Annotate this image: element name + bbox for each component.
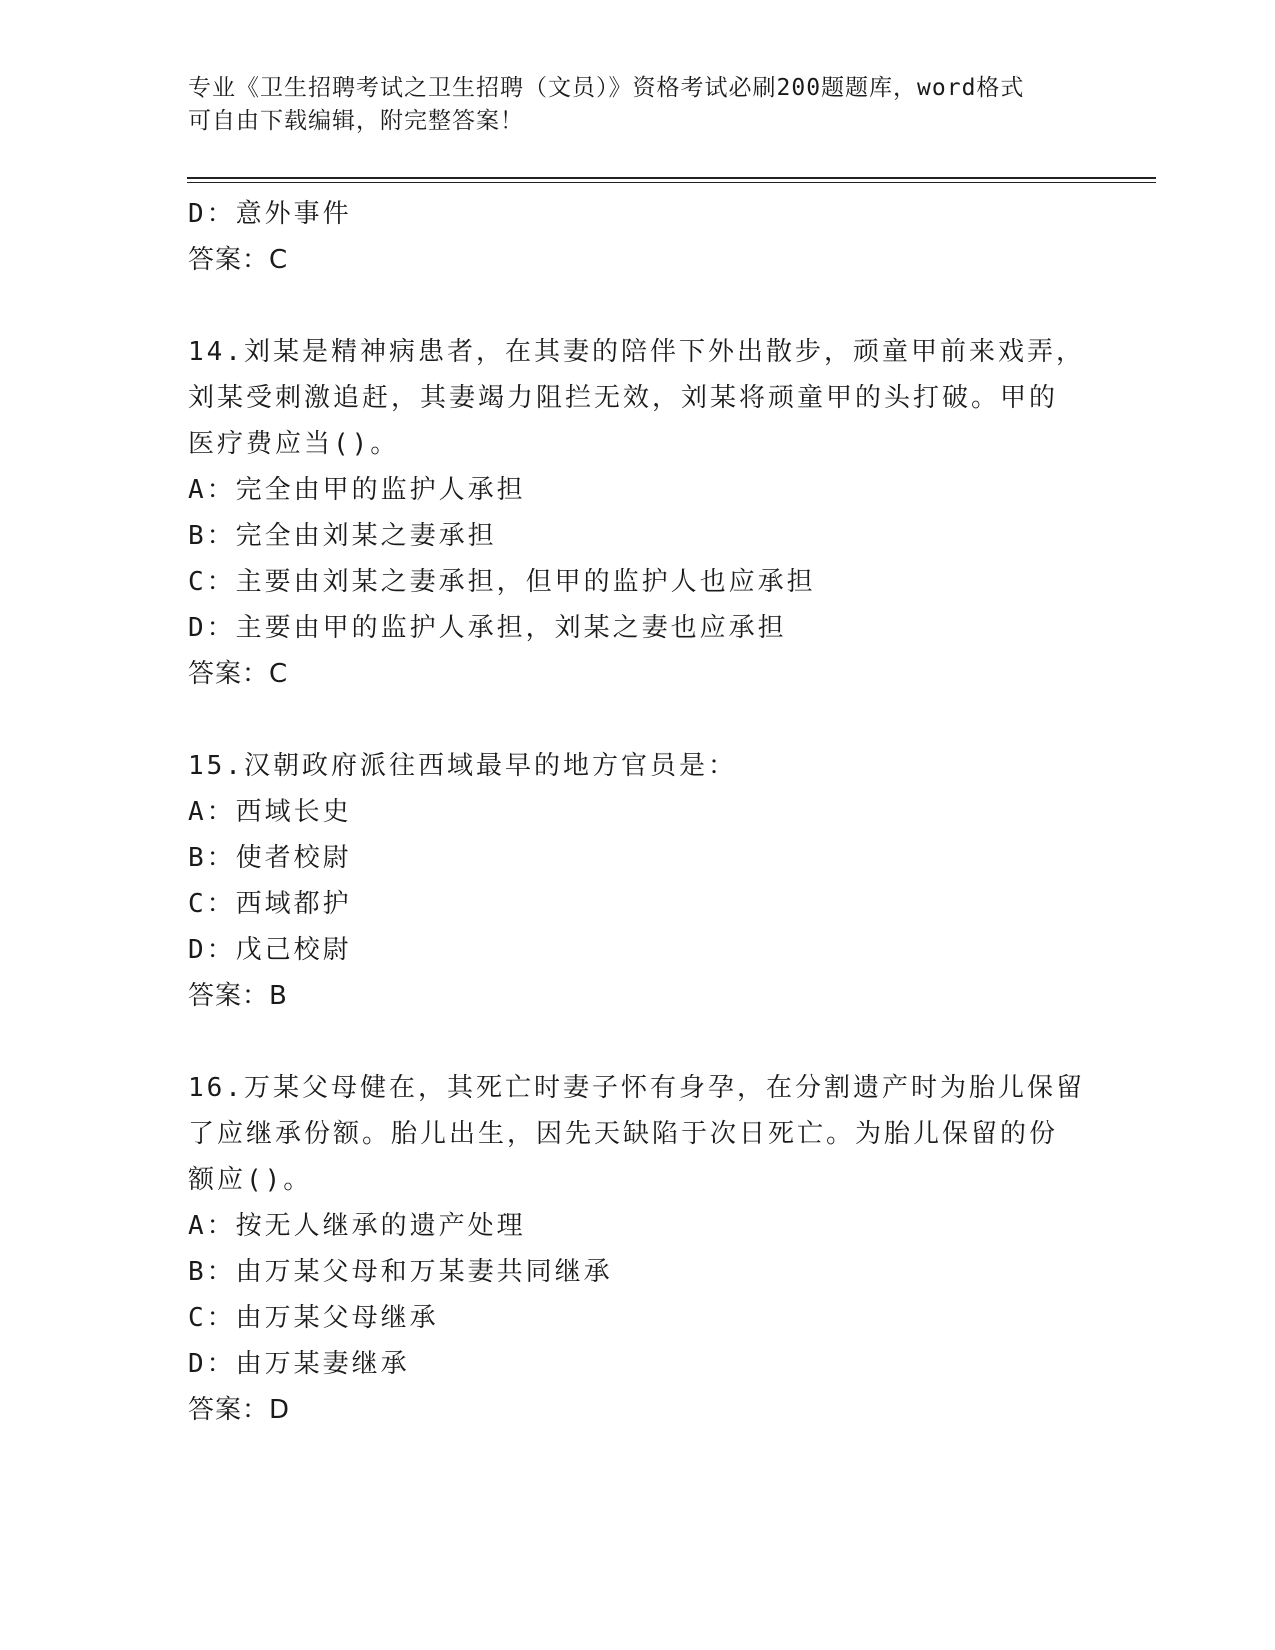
- question-stem-line: 额应()。: [188, 1165, 313, 1195]
- question-14: [188, 329, 1088, 697]
- option-b: B：由万某父母和万某妻共同继承: [188, 1257, 613, 1287]
- header-title-line-1: 专业《卫生招聘考试之卫生招聘（文员）》资格考试必刷200题题库，word格式: [188, 75, 1025, 101]
- header-title-line-2: 可自由下载编辑，附完整答案！: [188, 108, 524, 134]
- option-d: D：意外事件: [188, 199, 352, 229]
- answer-line: 答案：C: [188, 659, 289, 689]
- option-c: C：西域都护: [188, 889, 352, 919]
- question-15: [188, 743, 1088, 1019]
- question-stem-line: 了应继承份额。胎儿出生，因先天缺陷于次日死亡。为胎儿保留的份: [188, 1119, 1059, 1149]
- option-a: A：西域长史: [188, 797, 352, 827]
- question-stem-line: 15.汉朝政府派往西域最早的地方官员是：: [188, 751, 737, 781]
- question-16: [188, 1065, 1088, 1433]
- question-stem-line: 16.万某父母健在，其死亡时妻子怀有身孕，在分割遗产时为胎儿保留: [188, 1073, 1085, 1103]
- header-divider-thin: [187, 182, 1156, 183]
- option-c: C：由万某父母继承: [188, 1303, 439, 1333]
- option-b: B：完全由刘某之妻承担: [188, 521, 497, 551]
- answer-line: 答案：B: [188, 981, 288, 1011]
- option-d: D：由万某妻继承: [188, 1349, 410, 1379]
- answer-line: 答案：D: [188, 1395, 291, 1425]
- question-stem-line: 医疗费应当()。: [188, 429, 400, 459]
- document-header: [188, 72, 1088, 138]
- spacer: [188, 1019, 1088, 1065]
- option-d: D：戊己校尉: [188, 935, 352, 965]
- option-a: A：完全由甲的监护人承担: [188, 475, 526, 505]
- answer-line: 答案：C: [188, 245, 289, 275]
- question-stem-line: 刘某受刺激追赶，其妻竭力阻拦无效，刘某将顽童甲的头打破。甲的: [188, 383, 1059, 413]
- question-stem-line: 14.刘某是精神病患者，在其妻的陪伴下外出散步，顽童甲前来戏弄，: [188, 337, 1085, 367]
- question-content: [188, 191, 1088, 1433]
- option-d: D：主要由甲的监护人承担，刘某之妻也应承担: [188, 613, 787, 643]
- header-divider-thick: [187, 177, 1156, 179]
- option-c: C：主要由刘某之妻承担，但甲的监护人也应承担: [188, 567, 816, 597]
- option-b: B：使者校尉: [188, 843, 352, 873]
- spacer: [188, 697, 1088, 743]
- spacer: [188, 283, 1088, 329]
- option-a: A：按无人继承的遗产处理: [188, 1211, 526, 1241]
